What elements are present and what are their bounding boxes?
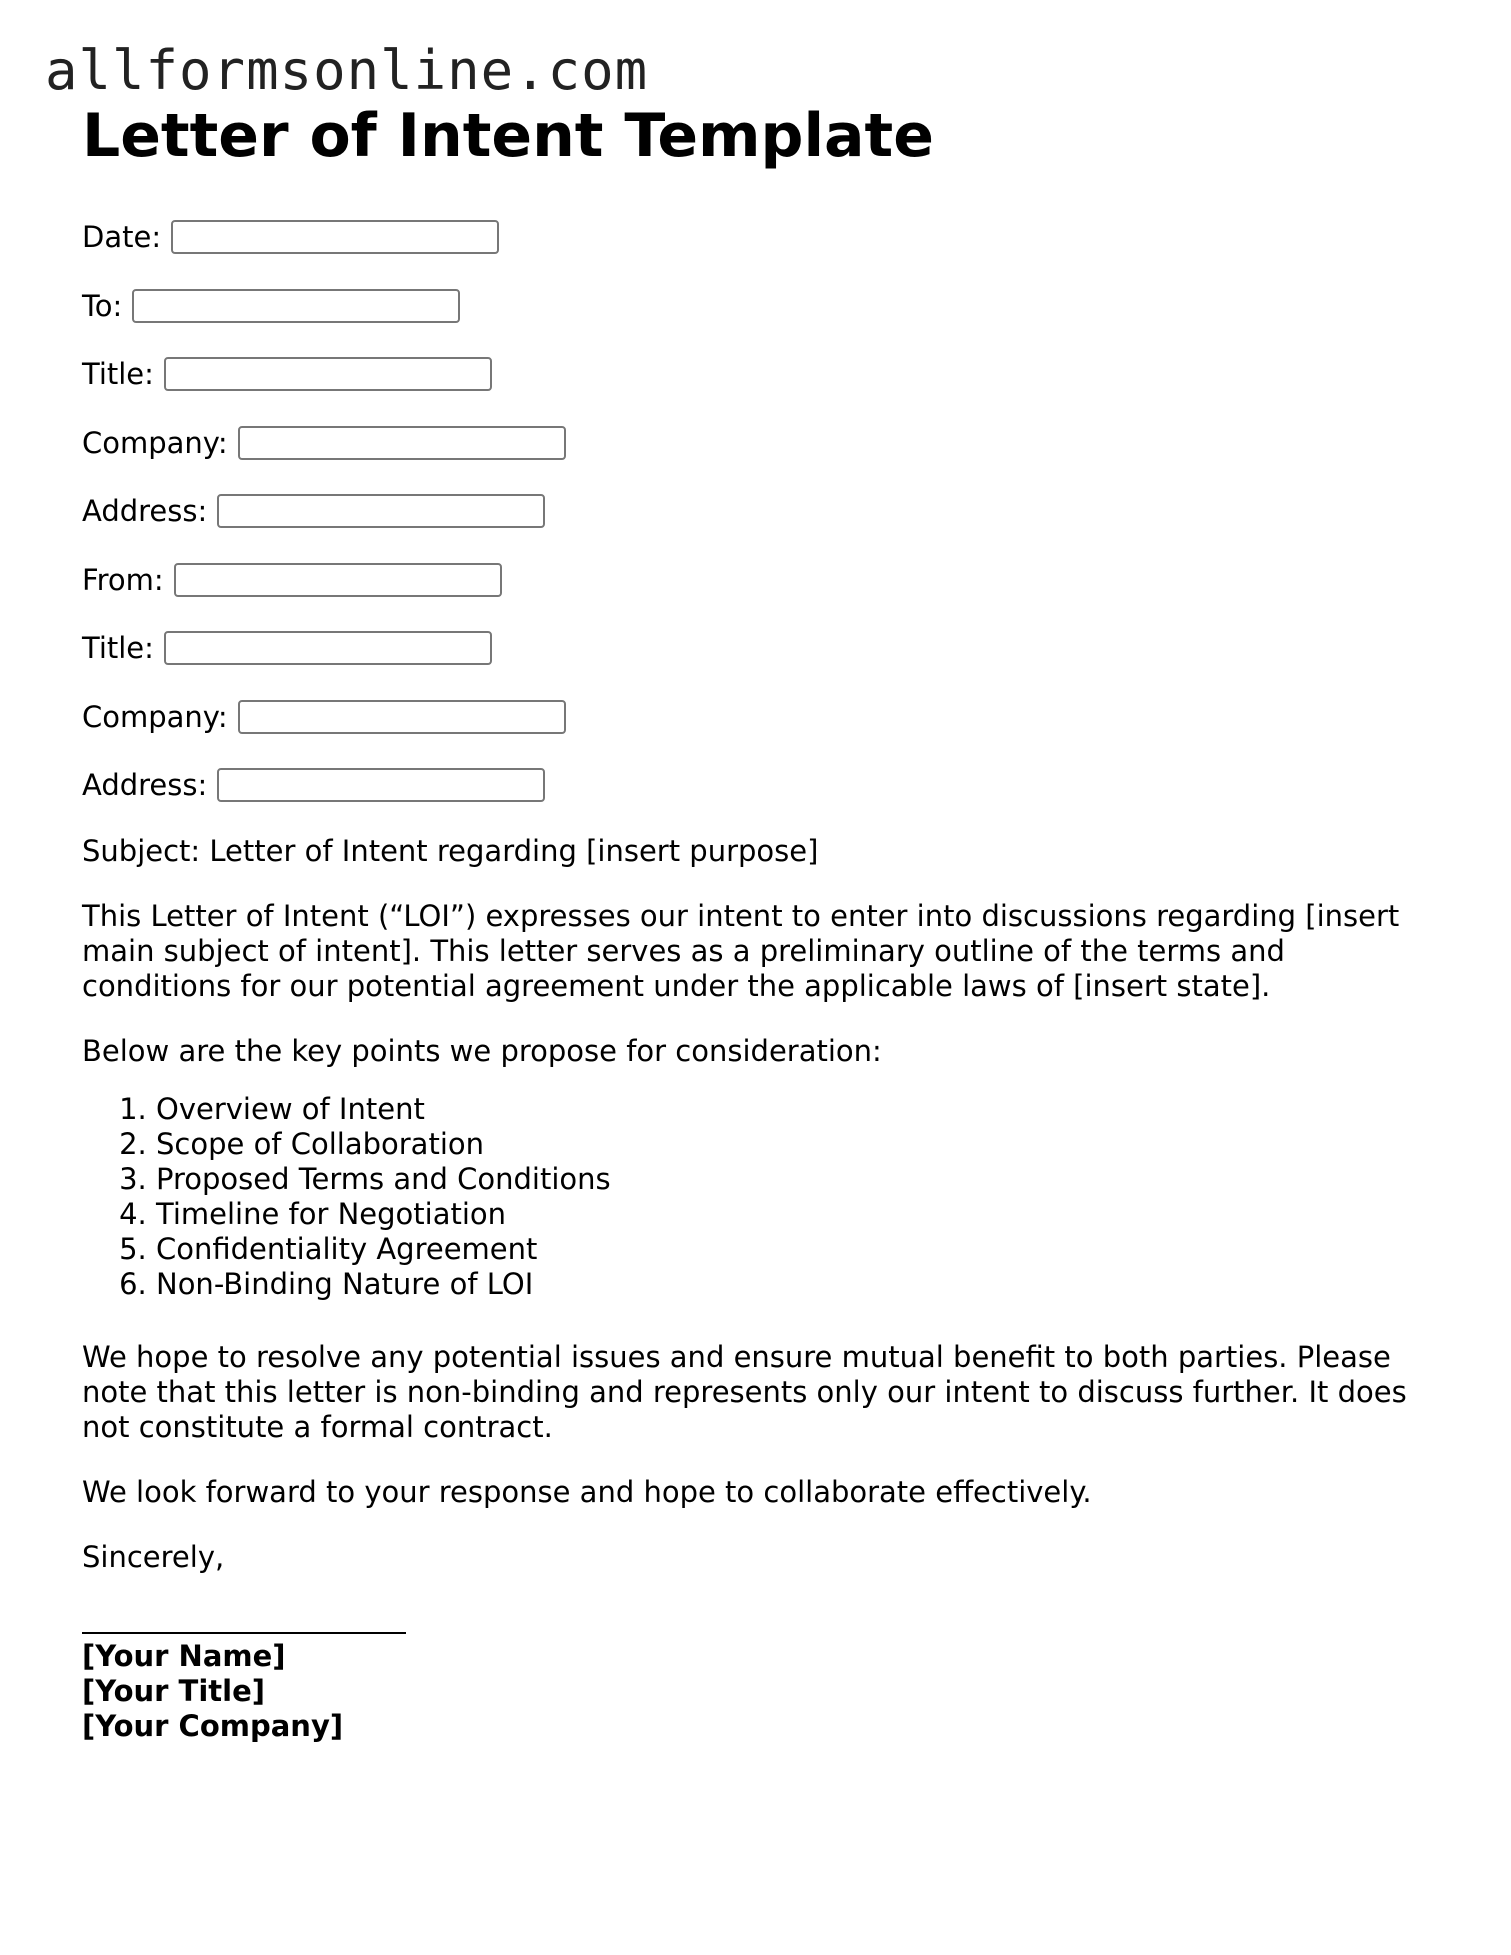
signature-line [82, 1632, 406, 1634]
to-field-row [82, 286, 460, 326]
closing-paragraph: We hope to resolve any potential issues and ensure mutual benefit to both parties. Please note that this letter is non-binding and represents only our intent to discuss further. It does not constitute a formal contract. [82, 1340, 1407, 1444]
recipient-company-input[interactable] [238, 426, 566, 460]
list-item: 2. Scope of Collaboration [156, 1127, 611, 1162]
sign-off: Sincerely, [82, 1540, 225, 1574]
date-label: Date: [82, 220, 162, 254]
intro-paragraph: This Letter of Intent (“LOI”) expresses our intent to enter into discussions regarding [insert main subject of intent]. This letter serves as a preliminary outline of the terms and conditions for our potential agreement under the applicable laws of [insert state]. [82, 899, 1400, 1003]
recipient-title-input[interactable] [164, 357, 492, 391]
list-item: 3. Proposed Terms and Conditions [156, 1162, 611, 1197]
recipient-company-label: Company: [82, 426, 228, 460]
sender-title-field-row [82, 628, 492, 668]
forward-paragraph: We look forward to your response and hope to collaborate effectively. [82, 1475, 1092, 1509]
list-item: 4. Timeline for Negotiation [156, 1197, 611, 1232]
key-points-list [82, 1092, 611, 1302]
from-label: From: [82, 563, 164, 597]
signature-block [82, 1639, 343, 1744]
to-input[interactable] [132, 289, 460, 323]
page-title: Letter of Intent Template [82, 101, 934, 171]
subject-line: Subject: Letter of Intent regarding [insert purpose] [82, 834, 819, 868]
date-input[interactable] [171, 220, 499, 254]
sender-company-field-row [82, 697, 566, 737]
list-item: 5. Confidentiality Agreement [156, 1232, 611, 1267]
to-label: To: [82, 289, 123, 323]
recipient-title-label: Title: [82, 357, 154, 391]
recipient-address-input[interactable] [217, 494, 545, 528]
sender-address-field-row [82, 765, 545, 805]
recipient-address-field-row [82, 491, 545, 531]
list-item: 1. Overview of Intent [156, 1092, 611, 1127]
sender-address-label: Address: [82, 768, 208, 802]
sender-title-label: Title: [82, 631, 154, 665]
recipient-company-field-row [82, 423, 566, 463]
from-input[interactable] [174, 563, 502, 597]
sender-title-input[interactable] [164, 631, 492, 665]
site-watermark: allformsonline.com [45, 39, 649, 102]
recipient-address-label: Address: [82, 494, 208, 528]
signature-title: [Your Title] [82, 1674, 266, 1708]
signature-name: [Your Name] [82, 1639, 286, 1673]
recipient-title-field-row [82, 354, 492, 394]
sender-company-label: Company: [82, 700, 228, 734]
list-item: 6. Non-Binding Nature of LOI [156, 1267, 611, 1302]
sender-company-input[interactable] [238, 700, 566, 734]
from-field-row [82, 560, 502, 600]
sender-address-input[interactable] [217, 768, 545, 802]
signature-company: [Your Company] [82, 1709, 344, 1743]
key-points-intro: Below are the key points we propose for consideration: [82, 1034, 882, 1068]
date-field-row [82, 217, 499, 257]
